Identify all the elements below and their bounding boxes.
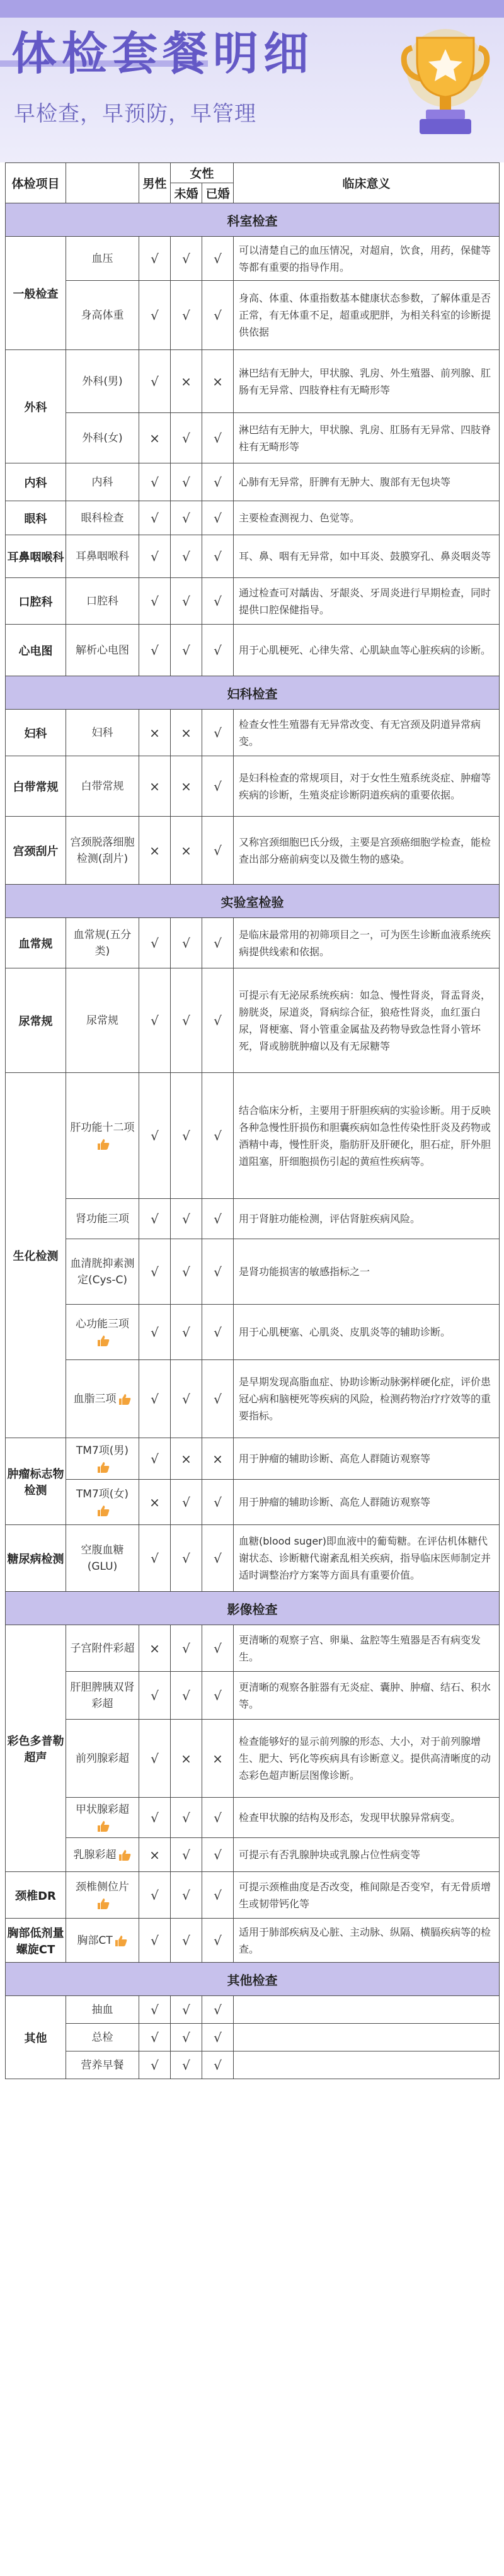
clinical-meaning: 检查能够好的显示前列腺的形态、大小，对于前列腺增生、肥大、钙化等疾病具有诊断意义。提供高清晰度的动态彩色超声断层图像诊断。 — [234, 1720, 500, 1798]
category-cell: 血常规 — [6, 918, 66, 968]
section-title: 科室检查 — [6, 203, 500, 237]
married-mark: √ — [202, 756, 234, 817]
package-table — [5, 162, 500, 2079]
table-row — [6, 1872, 500, 1919]
table-row — [6, 1239, 500, 1305]
male-mark: √ — [139, 237, 171, 281]
clinical-meaning: 可以清楚自己的血压情况，对超肩，饮食，用药，保健等等都有重要的指导作用。 — [234, 237, 500, 281]
page-title: 体检套餐明细 — [11, 27, 314, 80]
item-label: 前列腺彩超 — [76, 1752, 129, 1765]
item-cell — [66, 2051, 139, 2079]
male-mark: √ — [139, 463, 171, 501]
unmarried-mark: √ — [171, 1480, 202, 1525]
category-cell: 眼科 — [6, 501, 66, 535]
clinical-meaning: 用于肾脏功能检测，评估肾脏疾病风险。 — [234, 1199, 500, 1239]
male-mark: √ — [139, 1360, 171, 1438]
item-cell — [66, 501, 139, 535]
clinical-meaning: 用于肿瘤的辅助诊断、高危人群随访观察等 — [234, 1438, 500, 1480]
header-banner — [0, 0, 504, 162]
item-label: 血脂三项 — [73, 1392, 117, 1405]
male-mark: × — [139, 413, 171, 463]
thumbs-up-icon — [96, 1461, 110, 1473]
item-cell — [66, 237, 139, 281]
item-cell — [66, 2024, 139, 2051]
item-label: 心功能三项 — [76, 1317, 129, 1331]
item-label: 空腹血糖(GLU) — [81, 1543, 124, 1573]
item-cell — [66, 1996, 139, 2024]
trophy-icon — [398, 23, 493, 142]
unmarried-mark: √ — [171, 1525, 202, 1592]
unmarried-mark: √ — [171, 237, 202, 281]
clinical-meaning: 淋巴结有无肿大，甲状腺、乳房、肛肠有无异常、四肢脊柱有无畸形等 — [234, 413, 500, 463]
item-label: 宫颈脱落细胞检测(刮片) — [70, 836, 135, 865]
table-row — [6, 968, 500, 1073]
clinical-meaning: 身高、体重、体重指数基本健康状态参数，了解体重是否正常，有无体重不足，超重或肥胖，为相关科室的诊断提供依据 — [234, 281, 500, 350]
item-cell — [66, 1199, 139, 1239]
male-mark: √ — [139, 625, 171, 676]
male-mark: × — [139, 1625, 171, 1672]
item-label: 血清胱抑素测定(Cys-C) — [70, 1257, 135, 1286]
item-label: 总检 — [91, 2031, 113, 2044]
item-label: 尿常规 — [86, 1014, 118, 1027]
married-mark: √ — [202, 281, 234, 350]
item-label: 颈椎侧位片 — [76, 1880, 129, 1893]
category-cell: 肿瘤标志物检测 — [6, 1438, 66, 1525]
item-label: 肝胆脾胰双肾彩超 — [70, 1681, 135, 1710]
married-mark: √ — [202, 1480, 234, 1525]
category-cell: 妇科 — [6, 710, 66, 756]
male-mark: √ — [139, 1199, 171, 1239]
header-item — [66, 163, 139, 203]
table-row — [6, 1360, 500, 1438]
item-cell — [66, 918, 139, 968]
item-label: 妇科 — [91, 726, 113, 739]
category-cell: 心电图 — [6, 625, 66, 676]
married-mark: √ — [202, 1305, 234, 1360]
male-mark: × — [139, 817, 171, 885]
married-mark: √ — [202, 1360, 234, 1438]
item-label: 胸部CT — [77, 1934, 113, 1947]
married-mark: √ — [202, 918, 234, 968]
category-cell: 生化检测 — [6, 1073, 66, 1438]
item-label: 营养早餐 — [81, 2058, 124, 2072]
header-married: 已婚 — [202, 183, 234, 203]
table-row — [6, 1525, 500, 1592]
table-row — [6, 625, 500, 676]
male-mark: × — [139, 710, 171, 756]
married-mark: √ — [202, 1625, 234, 1672]
table-row — [6, 1996, 500, 2024]
married-mark: √ — [202, 1838, 234, 1872]
item-cell — [66, 710, 139, 756]
table-row — [6, 578, 500, 625]
table-row — [6, 1672, 500, 1720]
unmarried-mark: √ — [171, 413, 202, 463]
header-meaning: 临床意义 — [234, 163, 500, 203]
item-cell — [66, 1919, 139, 1963]
unmarried-mark: √ — [171, 1798, 202, 1838]
table-row — [6, 1073, 500, 1199]
male-mark: √ — [139, 1996, 171, 2024]
unmarried-mark: √ — [171, 625, 202, 676]
clinical-meaning: 主要检查测视力、色觉等。 — [234, 501, 500, 535]
header-male: 男性 — [139, 163, 171, 203]
item-label: 耳鼻咽喉科 — [76, 550, 129, 563]
category-cell: 其他 — [6, 1996, 66, 2079]
unmarried-mark: √ — [171, 1625, 202, 1672]
item-label: 子宫附件彩超 — [70, 1642, 135, 1655]
unmarried-mark: √ — [171, 968, 202, 1073]
married-mark: √ — [202, 817, 234, 885]
clinical-meaning: 耳、鼻、咽有无异常，如中耳炎、鼓膜穿孔、鼻炎咽炎等 — [234, 535, 500, 578]
male-mark: √ — [139, 1672, 171, 1720]
thumbs-up-icon — [118, 1393, 132, 1405]
married-mark: √ — [202, 1199, 234, 1239]
married-mark: √ — [202, 710, 234, 756]
clinical-meaning: 检查甲状腺的结构及形态，发现甲状腺异常病变。 — [234, 1798, 500, 1838]
item-cell — [66, 625, 139, 676]
item-label: 抽血 — [91, 2003, 113, 2016]
thumbs-up-icon — [96, 1897, 110, 1910]
clinical-meaning: 检查女性生殖器有无异常改变、有无宫颈及阴道异常病变。 — [234, 710, 500, 756]
table-row — [6, 756, 500, 817]
married-mark: √ — [202, 1672, 234, 1720]
clinical-meaning: 淋巴结有无肿大，甲状腺、乳房、外生殖器、前列腺、肛肠有无异常、四肢脊柱有无畸形等 — [234, 350, 500, 413]
unmarried-mark: √ — [171, 1838, 202, 1872]
section-title: 影像检查 — [6, 1592, 500, 1625]
male-mark: √ — [139, 968, 171, 1073]
item-label: TM7项(女) — [76, 1487, 129, 1501]
male-mark: × — [139, 756, 171, 817]
table-row — [6, 710, 500, 756]
table-row — [6, 1199, 500, 1239]
table-row — [6, 1798, 500, 1838]
male-mark: √ — [139, 535, 171, 578]
married-mark: √ — [202, 1996, 234, 2024]
item-cell — [66, 350, 139, 413]
unmarried-mark: × — [171, 756, 202, 817]
item-label: 血压 — [91, 252, 113, 265]
clinical-meaning: 可提示有否乳腺肿块或乳腺占位性病变等 — [234, 1838, 500, 1872]
item-label: 血常规(五分类) — [73, 928, 132, 958]
item-cell — [66, 756, 139, 817]
item-cell — [66, 1305, 139, 1360]
table-row — [6, 350, 500, 413]
item-cell — [66, 1872, 139, 1919]
item-label: 白带常规 — [81, 780, 124, 793]
item-cell — [66, 1798, 139, 1838]
male-mark: × — [139, 1480, 171, 1525]
married-mark: √ — [202, 1239, 234, 1305]
clinical-meaning: 结合临床分析，主要用于肝胆疾病的实验诊断。用于反映各种急慢性肝损伤和胆囊疾病如急性传染性肝炎及药物或酒精中毒，慢性肝炎，脂肪肝及肝硬化，胆石症，肝外胆道阻塞，肝细胞损伤引起的黄疸性疾病等。 — [234, 1073, 500, 1199]
category-cell: 胸部低剂量螺旋CT — [6, 1919, 66, 1963]
married-mark: √ — [202, 1525, 234, 1592]
clinical-meaning: 心肺有无异常，肝脾有无肿大、腹部有无包块等 — [234, 463, 500, 501]
item-label: 内科 — [91, 475, 113, 489]
clinical-meaning: 更清晰的观察子宫、卵巢、盆腔等生殖器是否有病变发生。 — [234, 1625, 500, 1672]
married-mark: √ — [202, 237, 234, 281]
married-mark: √ — [202, 2051, 234, 2079]
married-mark: √ — [202, 413, 234, 463]
thumbs-up-icon — [96, 1820, 110, 1832]
male-mark: √ — [139, 1073, 171, 1199]
section-header-row — [6, 676, 500, 710]
item-label: 身高体重 — [81, 309, 124, 322]
section-header-row — [6, 1592, 500, 1625]
clinical-meaning: 用于心肌梗塞、心肌炎、皮肌炎等的辅助诊断。 — [234, 1305, 500, 1360]
table-row — [6, 1305, 500, 1360]
item-label: 眼科检查 — [81, 511, 124, 525]
table-row — [6, 1838, 500, 1872]
item-label: 外科(男) — [82, 375, 123, 388]
male-mark: √ — [139, 2024, 171, 2051]
married-mark: √ — [202, 463, 234, 501]
unmarried-mark: × — [171, 350, 202, 413]
married-mark: √ — [202, 1872, 234, 1919]
thumbs-up-icon — [96, 1334, 110, 1347]
clinical-meaning: 血糖(blood suger)即血液中的葡萄糖。在评估机体糖代谢状态、诊断糖代谢紊乱相关疾病，指导临床医师制定并适时调整治疗方案等方面具有重要价值。 — [234, 1525, 500, 1592]
clinical-meaning: 适用于肺部疾病及心脏、主动脉、纵隔、横膈疾病等的检查。 — [234, 1919, 500, 1963]
clinical-meaning: 是临床最常用的初筛项目之一，可为医生诊断血液系统疾病提供线索和依据。 — [234, 918, 500, 968]
married-mark: √ — [202, 535, 234, 578]
item-cell — [66, 968, 139, 1073]
section-header-row — [6, 885, 500, 918]
category-cell: 宫颈刮片 — [6, 817, 66, 885]
unmarried-mark: √ — [171, 1360, 202, 1438]
clinical-meaning: 是妇科检查的常规项目，对于女性生殖系统炎症、肿瘤等疾病的诊断，生殖炎症诊断阴道疾病的重要依据。 — [234, 756, 500, 817]
clinical-meaning: 通过检查可对龋齿、牙龈炎、牙周炎进行早期检查，同时提供口腔保健指导。 — [234, 578, 500, 625]
male-mark: √ — [139, 1919, 171, 1963]
unmarried-mark: √ — [171, 918, 202, 968]
item-cell — [66, 1838, 139, 1872]
unmarried-mark: √ — [171, 501, 202, 535]
male-mark: √ — [139, 350, 171, 413]
item-label: TM7项(男) — [76, 1444, 129, 1457]
table-row — [6, 281, 500, 350]
table-row — [6, 1625, 500, 1672]
item-cell — [66, 1360, 139, 1438]
thumbs-up-icon — [96, 1504, 110, 1517]
unmarried-mark: √ — [171, 578, 202, 625]
item-cell — [66, 1438, 139, 1480]
table-row — [6, 501, 500, 535]
unmarried-mark: √ — [171, 1239, 202, 1305]
item-cell — [66, 1720, 139, 1798]
married-mark: √ — [202, 501, 234, 535]
male-mark: √ — [139, 2051, 171, 2079]
unmarried-mark: √ — [171, 1996, 202, 2024]
table-row — [6, 535, 500, 578]
married-mark: √ — [202, 968, 234, 1073]
item-cell — [66, 578, 139, 625]
category-cell: 颈椎DR — [6, 1872, 66, 1919]
section-title: 其他检查 — [6, 1963, 500, 1996]
clinical-meaning — [234, 1996, 500, 2024]
header-unmarried: 未婚 — [171, 183, 202, 203]
unmarried-mark: √ — [171, 281, 202, 350]
male-mark: √ — [139, 1239, 171, 1305]
section-title: 妇科检查 — [6, 676, 500, 710]
unmarried-mark: √ — [171, 463, 202, 501]
item-cell — [66, 1480, 139, 1525]
table-row — [6, 918, 500, 968]
unmarried-mark: √ — [171, 1199, 202, 1239]
clinical-meaning: 又称宫颈细胞巴氏分级，主要是宫颈癌细胞学检查，能检查出部分癌前病变以及微生物的感染。 — [234, 817, 500, 885]
header-category: 体检项目 — [6, 163, 66, 203]
table-row — [6, 1720, 500, 1798]
clinical-meaning — [234, 2051, 500, 2079]
thumbs-up-icon — [118, 1849, 132, 1861]
table-body — [6, 203, 500, 2079]
married-mark: × — [202, 350, 234, 413]
male-mark: √ — [139, 578, 171, 625]
unmarried-mark: √ — [171, 1305, 202, 1360]
married-mark: √ — [202, 578, 234, 625]
male-mark: √ — [139, 1305, 171, 1360]
item-label: 甲状腺彩超 — [76, 1803, 129, 1816]
unmarried-mark: √ — [171, 2051, 202, 2079]
unmarried-mark: √ — [171, 535, 202, 578]
category-cell: 口腔科 — [6, 578, 66, 625]
male-mark: √ — [139, 1525, 171, 1592]
male-mark: √ — [139, 1720, 171, 1798]
header-female: 女性 — [171, 163, 234, 183]
table-row — [6, 1438, 500, 1480]
unmarried-mark: × — [171, 1720, 202, 1798]
unmarried-mark: × — [171, 1438, 202, 1480]
clinical-meaning: 用于肿瘤的辅助诊断、高危人群随访观察等 — [234, 1480, 500, 1525]
item-cell — [66, 1073, 139, 1199]
item-cell — [66, 1672, 139, 1720]
male-mark: √ — [139, 281, 171, 350]
item-label: 肝功能十二项 — [70, 1121, 135, 1134]
item-cell — [66, 463, 139, 501]
item-cell — [66, 535, 139, 578]
item-cell — [66, 817, 139, 885]
item-cell — [66, 413, 139, 463]
married-mark: √ — [202, 1798, 234, 1838]
section-title: 实验室检验 — [6, 885, 500, 918]
clinical-meaning: 用于心肌梗死、心律失常、心肌缺血等心脏疾病的诊断。 — [234, 625, 500, 676]
table-row — [6, 413, 500, 463]
clinical-meaning: 是早期发现高脂血症、协助诊断动脉粥样硬化症，评价患冠心病和脑梗死等疾病的风险，检测药物治疗疗效等的重要指标。 — [234, 1360, 500, 1438]
male-mark: √ — [139, 501, 171, 535]
unmarried-mark: × — [171, 817, 202, 885]
married-mark: × — [202, 1720, 234, 1798]
table-row — [6, 817, 500, 885]
table-row — [6, 2024, 500, 2051]
table-row — [6, 1480, 500, 1525]
header-top-bar — [0, 0, 504, 18]
male-mark: √ — [139, 1798, 171, 1838]
table-row — [6, 463, 500, 501]
page-subtitle: 早检查，早预防，早管理 — [14, 101, 256, 127]
item-label: 外科(女) — [82, 431, 123, 445]
clinical-meaning: 可提示有无泌尿系统疾病：如急、慢性肾炎，肾盂肾炎，膀胱炎，尿道炎，肾病综合征，狼疮性肾炎，血红蛋白尿，肾梗塞、肾小管重金属盐及药物导致急性肾小管坏死，肾或膀胱肿瘤以及有无尿糖等 — [234, 968, 500, 1073]
married-mark: √ — [202, 2024, 234, 2051]
item-label: 口腔科 — [86, 594, 118, 608]
category-cell: 彩色多普勒超声 — [6, 1625, 66, 1872]
item-cell — [66, 1239, 139, 1305]
section-header-row — [6, 203, 500, 237]
item-label: 解析心电图 — [76, 644, 129, 657]
married-mark: × — [202, 1438, 234, 1480]
category-cell: 白带常规 — [6, 756, 66, 817]
table-row — [6, 237, 500, 281]
category-cell: 耳鼻咽喉科 — [6, 535, 66, 578]
section-header-row — [6, 1963, 500, 1996]
clinical-meaning: 是肾功能损害的敏感指标之一 — [234, 1239, 500, 1305]
married-mark: √ — [202, 625, 234, 676]
male-mark: √ — [139, 1872, 171, 1919]
item-label: 乳腺彩超 — [73, 1848, 117, 1861]
male-mark: √ — [139, 1438, 171, 1480]
married-mark: √ — [202, 1919, 234, 1963]
clinical-meaning: 可提示颈椎曲度是否改变，椎间隙是否变窄，有无骨质增生或韧带钙化等 — [234, 1872, 500, 1919]
table-row — [6, 2051, 500, 2079]
category-cell: 内科 — [6, 463, 66, 501]
category-cell: 糖尿病检测 — [6, 1525, 66, 1592]
unmarried-mark: √ — [171, 2024, 202, 2051]
item-cell — [66, 1525, 139, 1592]
unmarried-mark: √ — [171, 1073, 202, 1199]
clinical-meaning — [234, 2024, 500, 2051]
clinical-meaning: 更清晰的观察各脏器有无炎症、囊肿、肿瘤、结石、积水等。 — [234, 1672, 500, 1720]
unmarried-mark: × — [171, 710, 202, 756]
thumbs-up-icon — [114, 1934, 128, 1947]
table-row — [6, 1919, 500, 1963]
category-cell: 外科 — [6, 350, 66, 463]
thumbs-up-icon — [96, 1138, 110, 1150]
unmarried-mark: √ — [171, 1672, 202, 1720]
unmarried-mark: √ — [171, 1919, 202, 1963]
item-cell — [66, 1625, 139, 1672]
male-mark: √ — [139, 918, 171, 968]
package-table-wrapper — [5, 162, 499, 2079]
married-mark: √ — [202, 1073, 234, 1199]
unmarried-mark: √ — [171, 1872, 202, 1919]
item-label: 肾功能三项 — [76, 1212, 129, 1225]
category-cell: 尿常规 — [6, 968, 66, 1073]
category-cell: 一般检查 — [6, 237, 66, 350]
item-cell — [66, 281, 139, 350]
male-mark: × — [139, 1838, 171, 1872]
